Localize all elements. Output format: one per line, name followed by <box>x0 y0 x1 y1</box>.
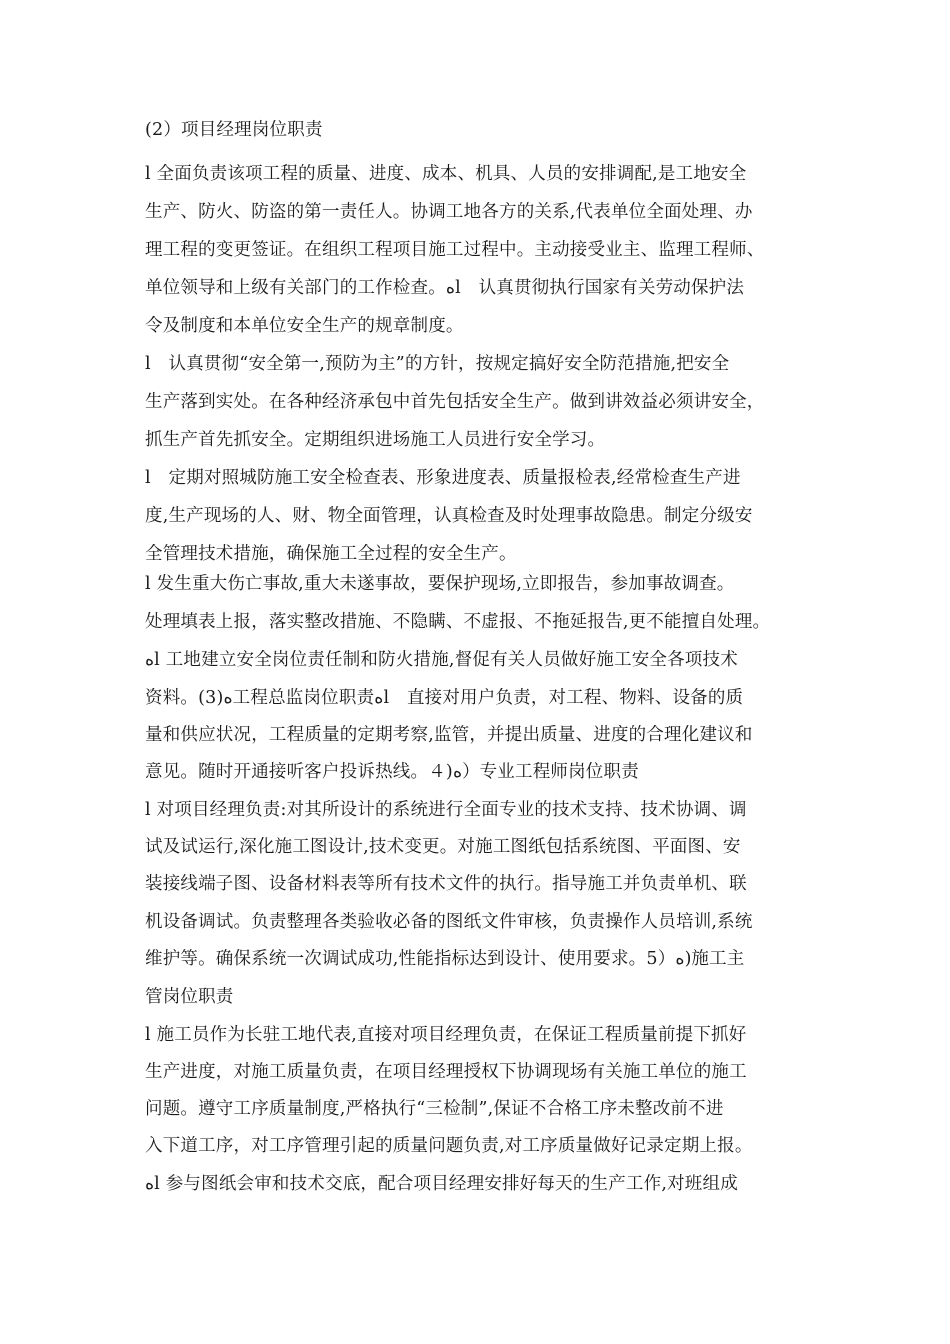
text-line: 令及制度和本单位安全生产的规章制度。 <box>145 316 464 336</box>
text-line: 生产落到实处。在各种经济承包中首先包括安全生产。做到讲效益必须讲安全， <box>145 392 765 412</box>
text-line: l 对项目经理负责:对其所设计的系统进行全面专业的技术支持、技术协调、调 <box>145 800 747 820</box>
text-line: l 定期对照城防施工安全检查表、形象进度表、质量报检表,经常检查生产进 <box>145 468 741 488</box>
text-line: ﻩl 工地建立安全岗位责任制和防火措施,督促有关人员做好施工安全各项技术 <box>145 650 738 670</box>
text-line: 试及试运行,深化施工图设计,技术变更。对施工图纸包括系统图、平面图、安 <box>145 837 741 857</box>
text-line: 意见。随时开通接听客户投诉热线。４)ﻩ）专业工程师岗位职责 <box>145 762 639 782</box>
text-line: 机设备调试。负责整理各类验收必备的图纸文件审核，负责操作人员培训,系统 <box>145 912 753 932</box>
text-line: 处理填表上报，落实整改措施、不隐瞒、不虚报、不拖延报告,更不能擅自处理。 <box>145 612 771 632</box>
text-line: 单位领导和上级有关部门的工作检查。ﻩl 认真贯彻执行国家有关劳动保护法 <box>145 278 745 298</box>
text-line: 生产进度，对施工质量负责，在项目经理授权下协调现场有关施工单位的施工 <box>145 1062 747 1082</box>
text-line: 度,生产现场的人、财、物全面管理，认真检查及时处理事故隐患。制定分级安 <box>145 506 753 526</box>
text-line: 管岗位职责 <box>145 987 234 1007</box>
text-line: 维护等。确保系统一次调试成功,性能指标达到设计、使用要求。5）ﻩ)施工主 <box>145 949 745 969</box>
text-line: ﻩl 参与图纸会审和技术交底，配合项目经理安排好每天的生产工作,对班组成 <box>145 1174 738 1194</box>
text-line: l 施工员作为长驻工地代表,直接对项目经理负责，在保证工程质量前提下抓好 <box>145 1025 747 1045</box>
text-line: 问题。遵守工序质量制度,严格执行“三检制”,保证不合格工序未整改前不进 <box>145 1099 724 1119</box>
text-line: 全管理技术措施，确保施工全过程的安全生产。 <box>145 544 517 564</box>
text-line: l 全面负责该项工程的质量、进度、成本、机具、人员的安排调配,是工地安全 <box>145 164 747 184</box>
text-line: 抓生产首先抓安全。定期组织进场施工人员进行安全学习。 <box>145 430 606 450</box>
text-line: 量和供应状况，工程质量的定期考察,监管，并提出质量、进度的合理化建议和 <box>145 725 753 745</box>
text-line: 理工程的变更签证。在组织工程项目施工过程中。主动接受业主、监理工程师、 <box>145 240 765 260</box>
text-line: 生产、防火、防盗的第一责任人。协调工地各方的关系,代表单位全面处理、办 <box>145 202 753 222</box>
text-line: 装接线端子图、设备材料表等所有技术文件的执行。指导施工并负责单机、联 <box>145 874 747 894</box>
text-line: l 认真贯彻“安全第一,预防为主”的方针，按规定搞好安全防范措施,把安全 <box>145 354 730 374</box>
text-line: 入下道工序，对工序管理引起的质量问题负责,对工序质量做好记录定期上报。 <box>145 1136 753 1156</box>
section-heading: (2）项目经理岗位职责 <box>145 120 323 140</box>
text-line: 资料。(3)ﻩ工程总监岗位职责ﻩl 直接对用户负责，对工程、物料、设备的质 <box>145 688 744 708</box>
text-line: l 发生重大伤亡事故,重大未遂事故，要保护现场,立即报告，参加事故调查。 <box>145 574 735 594</box>
